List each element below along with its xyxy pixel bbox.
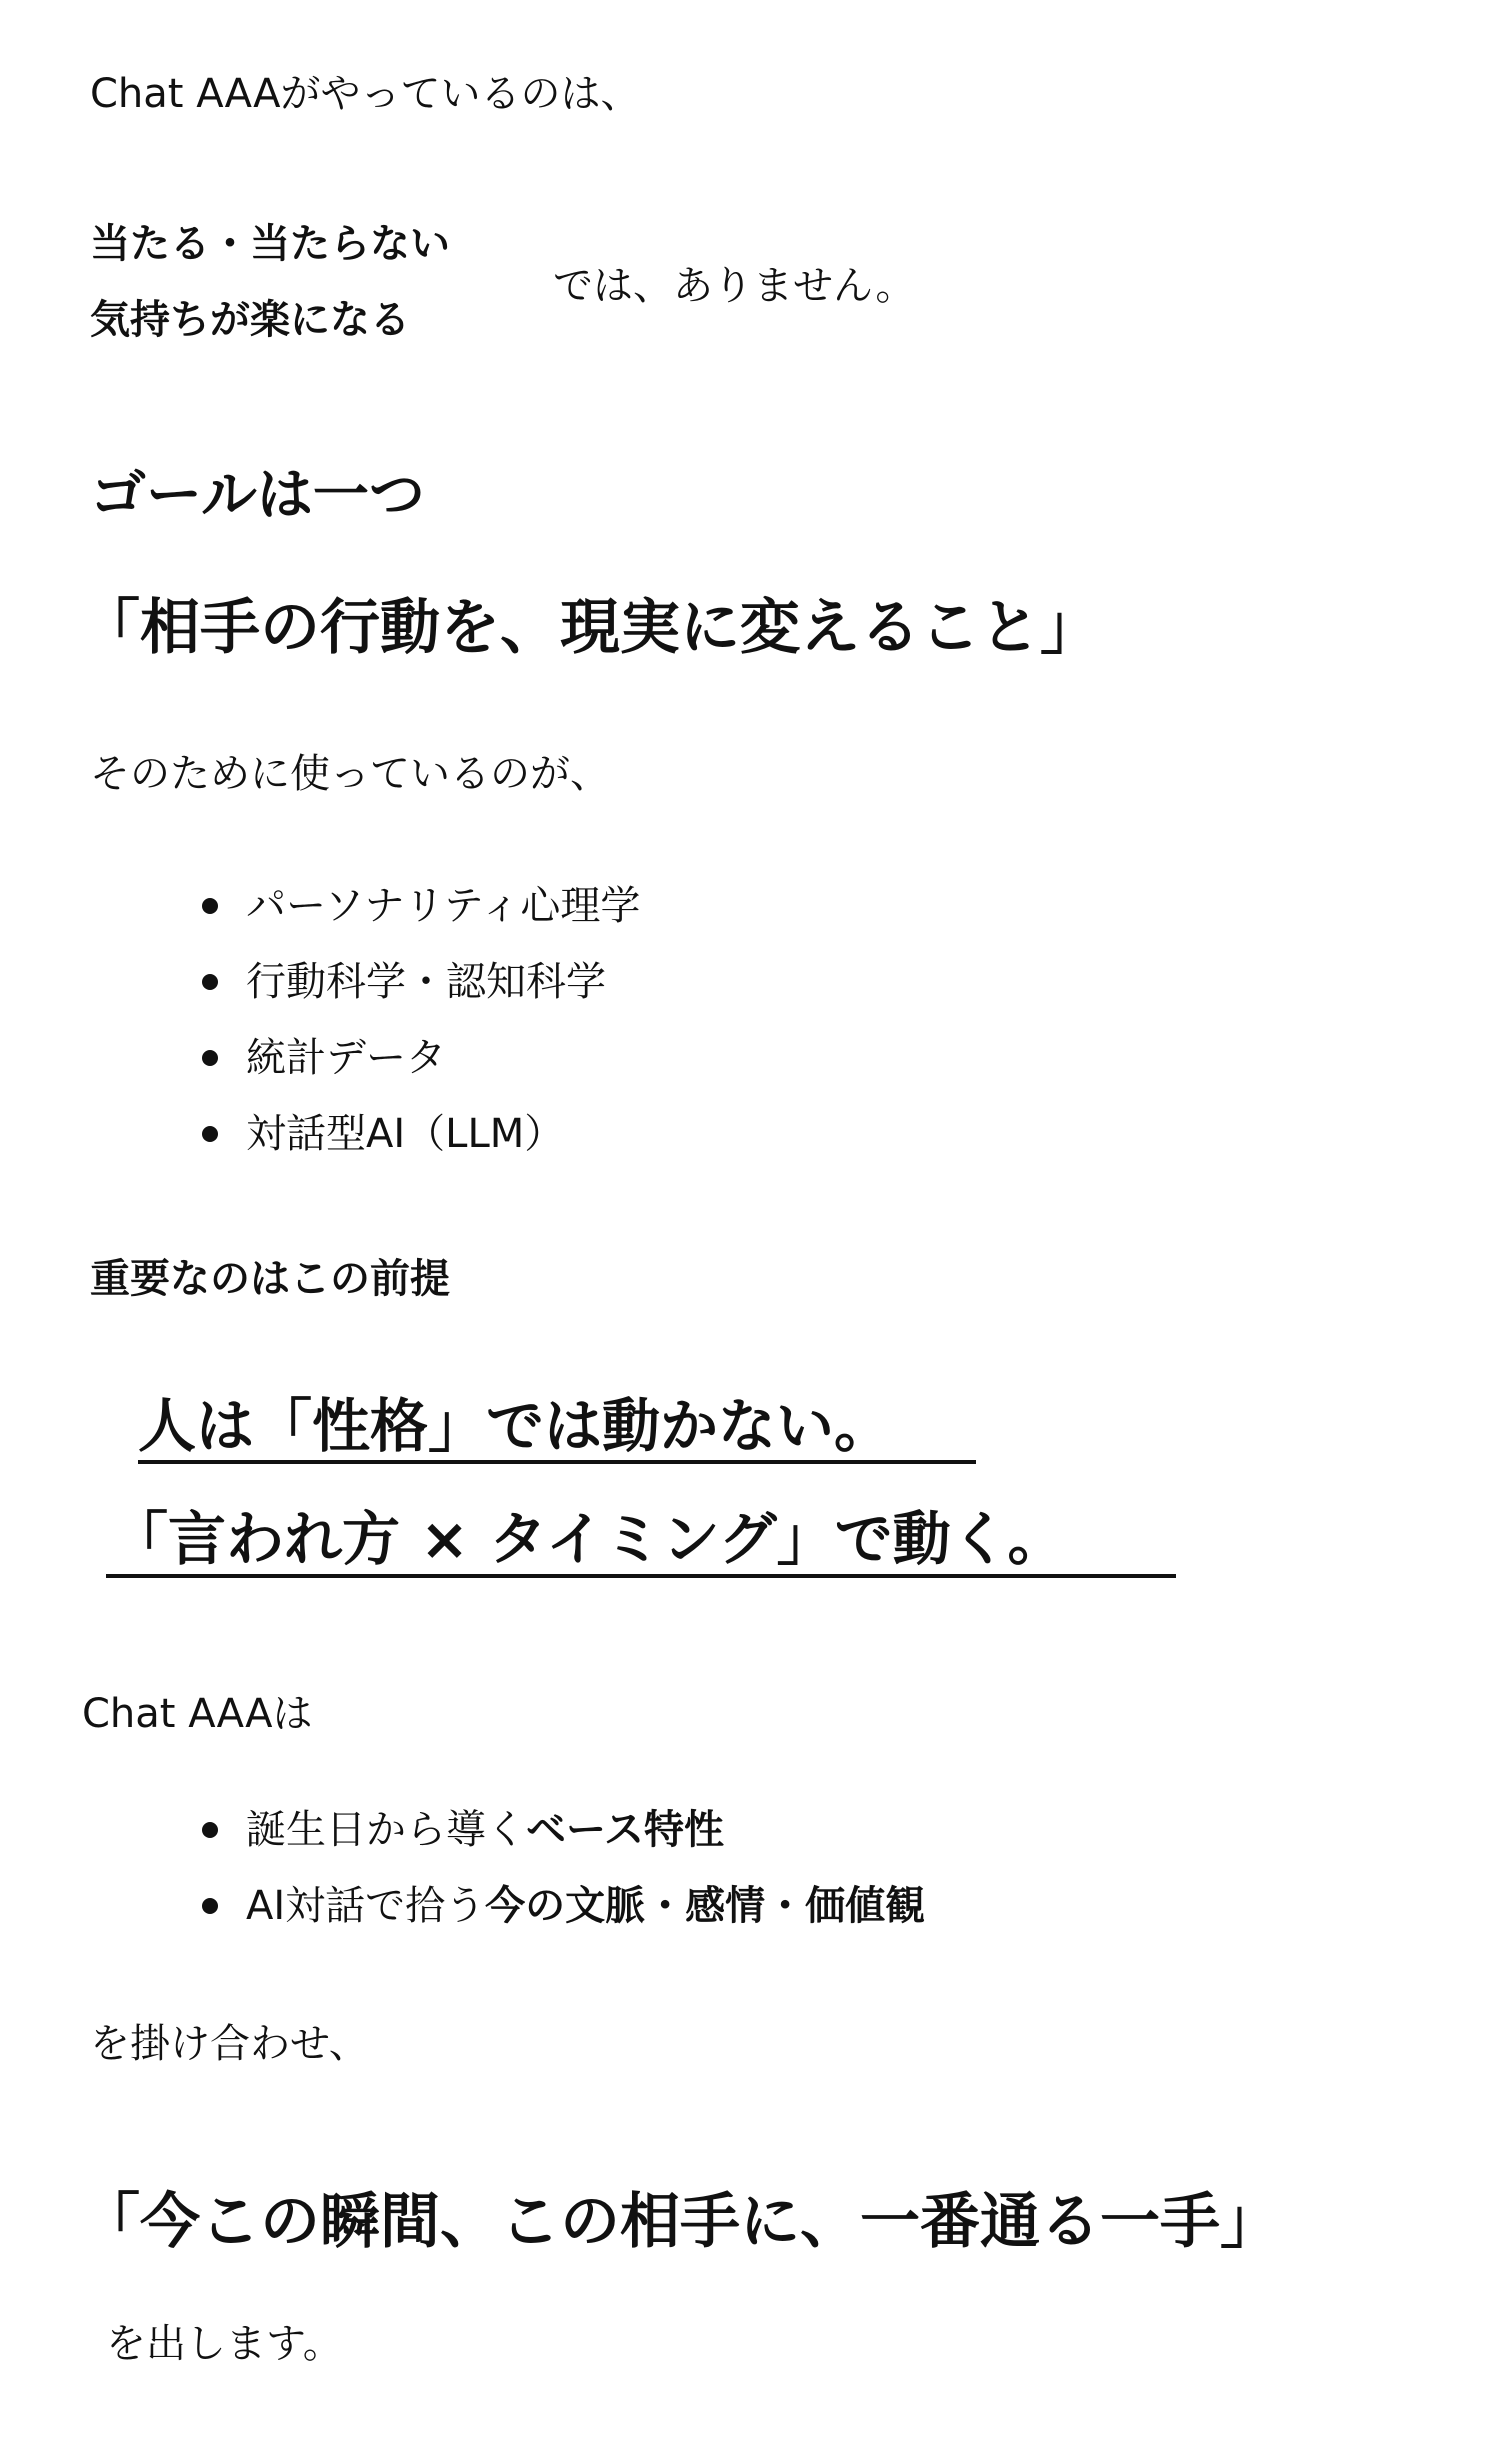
premise-line-2: 「言われ方 × タイミング」で動く。 <box>110 1505 1066 1573</box>
list-item: 誕生日から導くベース特性 <box>202 1792 925 1868</box>
method-combine: を掛け合わせ、 <box>90 2021 369 2067</box>
premise-underline-2 <box>106 1574 1176 1578</box>
tools-lead: そのために使っているのが、 <box>90 751 610 797</box>
premise-heading: 重要なのはこの前提 <box>90 1256 450 1302</box>
bullet-icon <box>202 898 218 914</box>
premise-underline-1 <box>138 1460 976 1464</box>
list-item: 統計データ <box>202 1020 640 1096</box>
goal-heading: ゴールは一つ <box>90 463 425 528</box>
not-item-feel-better: 気持ちが楽になる <box>90 297 410 343</box>
bullet-icon <box>202 974 218 990</box>
premise-line-1: 人は「性格」では動かない。 <box>138 1392 893 1460</box>
bullet-icon <box>202 1898 218 1914</box>
tools-list <box>202 868 640 1172</box>
bullet-icon <box>202 1050 218 1066</box>
result-statement: 「今この瞬間、この相手に、一番通る一手」 <box>80 2187 1280 2257</box>
list-item: 対話型AI（LLM） <box>202 1096 640 1172</box>
method-lead: Chat AAAは <box>82 1691 313 1737</box>
list-item: AI対話で拾う今の文脈・感情・価値観 <box>202 1868 925 1944</box>
bullet-icon <box>202 1126 218 1142</box>
list-item: パーソナリティ心理学 <box>202 868 640 944</box>
not-suffix: では、ありません。 <box>553 263 916 309</box>
intro-line: Chat AAAがやっているのは、 <box>90 71 641 117</box>
method-list <box>202 1792 925 1944</box>
goal-statement: 「相手の行動を、現実に変えること」 <box>80 593 1100 663</box>
not-item-hit-or-miss: 当たる・当たらない <box>90 221 450 267</box>
bullet-icon <box>202 1822 218 1838</box>
result-closing: を出します。 <box>106 2321 343 2367</box>
list-item: 行動科学・認知科学 <box>202 944 640 1020</box>
